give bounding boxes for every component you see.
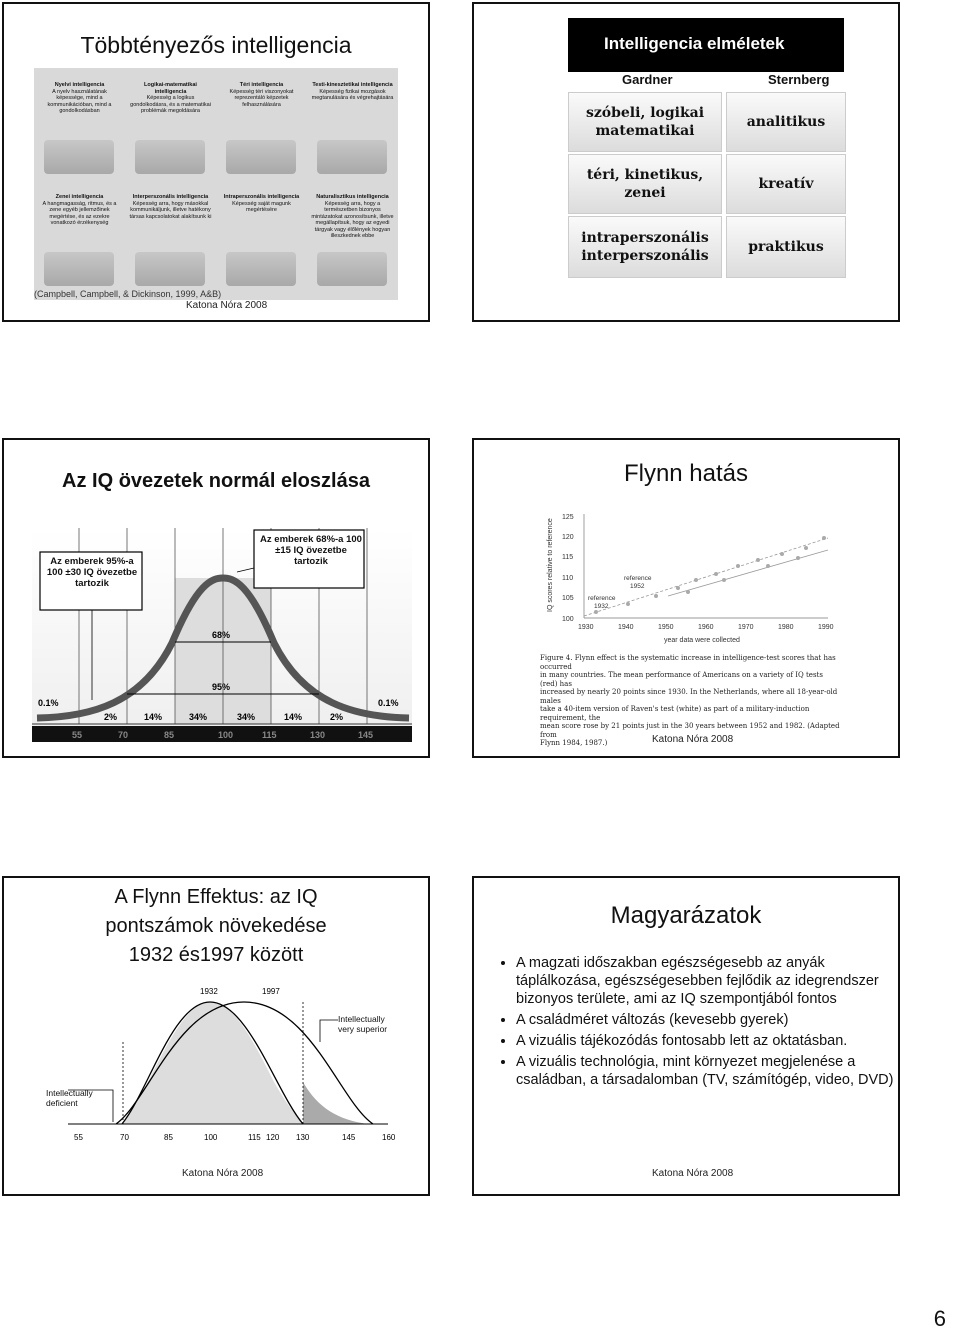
intelligence-cell (220, 194, 303, 214)
flynn-x-tick: 1970 (738, 624, 754, 631)
slide-multiple-intelligences (2, 2, 430, 322)
tail-right-label: 0.1% (378, 698, 399, 708)
flynn-x-tick: 1940 (618, 624, 634, 631)
slide1-title: Többtényezős intelligencia (80, 32, 352, 58)
intelligence-cell-body: Képesség arra, hogy a természetben bizonyos mintázatokat azonosítsunk, illetve megállapítsuk, hogy az egyedi tárgyak vagy élőlények hogyan illeszkednek ebbe (311, 200, 394, 239)
callout-95-percent: Az emberek 95%-a 100 ±30 IQ övezetbe tartozik (46, 556, 138, 589)
flynn-data-point (822, 536, 826, 540)
flynn-data-point (766, 564, 770, 568)
flynn-caption-line: mean score rose by 21 points just in the 30 years between 1952 and 1982. (Adapted from (540, 722, 840, 739)
flynn-data-point (722, 578, 726, 582)
intelligence-cell-body: A hangmagasság, ritmus, és a zene egyéb jellemzőinek megértése, és az ezekre vonatkozó érzékenység (42, 200, 117, 226)
iq-tick-label: 100 (218, 730, 234, 740)
intelligence-cell (129, 82, 212, 115)
slide-flynn-effect (472, 438, 900, 758)
explanation-item-2: • A családméret változás (kevesebb gyerek) (516, 1011, 900, 1029)
label-intellectually-deficient: Intellectually deficient (46, 1088, 93, 1108)
intelligence-illustration-icon (226, 252, 296, 286)
flynn-data-point (594, 610, 598, 614)
slide5-title-line-3: 1932 és1997 között (128, 944, 304, 966)
flynn-caption-line: Flynn 1984, 1987.) (540, 739, 608, 747)
intelligence-cell-head: Testi-kinesztetikai intelligencia (312, 82, 393, 88)
intelligence-illustration-icon (226, 140, 296, 174)
iq-tick-label: 130 (310, 730, 326, 740)
intelligence-illustration-icon (44, 140, 114, 174)
theories-header (568, 18, 844, 72)
intelligence-cell (38, 82, 121, 115)
slide6-title: Magyarázatok (610, 902, 762, 929)
intelligence-illustration-icon (317, 140, 387, 174)
intelligence-illustration-icon (135, 252, 205, 286)
flynn-data-point (736, 564, 740, 568)
intelligence-cell (311, 194, 394, 240)
intelligence-grid (34, 68, 398, 300)
s5-x-tick: 55 (74, 1133, 83, 1142)
flynn-y-tick: 120 (562, 534, 574, 541)
slide-intelligence-theories (472, 2, 900, 322)
s5-x-tick: 130 (296, 1133, 310, 1142)
intelligence-cell-head: Téri intelligencia (239, 82, 284, 88)
col-gardner: Gardner (622, 72, 673, 87)
flynn-shift-chart (28, 982, 408, 1162)
band-percent-label: 14% (284, 712, 303, 722)
label-intellectually-superior: Intellectually very superior (338, 1014, 388, 1034)
tail-left-label: 0.1% (38, 698, 59, 708)
explanation-item-4: • A vizuális technológia, mint környezet megjelenése a családban, a társadalomban (TV, számítógép, video, DVD) (516, 1053, 900, 1089)
flynn-data-point (626, 602, 630, 606)
s5-x-tick: 145 (342, 1133, 356, 1142)
s5-x-tick: 160 (382, 1133, 396, 1142)
callout-68-percent: Az emberek 68%-a 100 ±15 IQ övezetbe tartozik (260, 534, 362, 567)
intelligence-cell (311, 82, 394, 102)
label-68-percent: 68% (212, 630, 231, 640)
slide5-title-line-1: A Flynn Effektus: az IQ (114, 886, 318, 908)
ref-1952: reference (624, 575, 652, 582)
intelligence-cell-head: Naturalisztikus intelligencia (316, 194, 389, 200)
flynn-data-point (654, 594, 658, 598)
iq-tick-label: 115 (262, 730, 277, 740)
explanation-item-3: • A vizuális tájékozódás fontosabb lett az oktatásban. (516, 1032, 900, 1050)
flynn-data-point (780, 552, 784, 556)
citation: (Campbell, Campbell, & Dickinson, 1999, A&B) (34, 289, 222, 299)
iq-tick-label: 55 (72, 730, 83, 740)
ref-1952-year: 1952 (630, 583, 645, 590)
slide6-footer: Katona Nóra 2008 (652, 1168, 734, 1179)
flynn-y-tick: 105 (562, 595, 574, 602)
theories-panel (568, 18, 844, 280)
label-1932: 1932 (200, 987, 218, 996)
flynn-data-point (714, 572, 718, 576)
explanation-item-1: • A magzati időszakban egészségesebb az anyák táplálkozása, egészségesebben fejlődik az idegrendszer bizonyos területe, ami az IQ szempontjából fontos (516, 954, 900, 1008)
flynn-x-tick: 1950 (658, 624, 674, 631)
flynn-data-point (694, 578, 698, 582)
band-percent-label: 34% (237, 712, 256, 722)
flynn-data-point (756, 558, 760, 562)
flynn-x-tick: 1990 (818, 624, 834, 631)
intelligence-cell-head: Logikai-matematikai intelligencia (144, 82, 197, 95)
iq-tick-label: 85 (164, 730, 175, 740)
flynn-data-point (796, 556, 800, 560)
intelligence-cell-body: Képesség téri viszonyokat reprezentáló képzetek felhasználására (229, 88, 294, 108)
s5-x-tick: 115 (248, 1133, 261, 1142)
flynn-y-label: IQ scores relative to reference (547, 518, 554, 612)
intelligence-cell-body: A nyelv használatának képessége, mind a kommunikációban, mind a gondolkodásban (47, 88, 112, 114)
gardner-row-1: szóbeli, logikai matematikai (568, 92, 722, 152)
slide-flynn-1932-1997 (2, 876, 430, 1196)
flynn-caption-line: take a 40-item version of Raven's test (white) as part of a military-induction requirement, the (540, 705, 810, 722)
slide-iq-normal-distribution (2, 438, 430, 758)
slide5-title (4, 883, 428, 970)
flynn-caption-line: Figure 4. Flynn effect is the systematic increase in intelligence-test scores that has occurred (540, 654, 836, 671)
iq-tick-label: 145 (358, 730, 374, 740)
band-percent-label: 34% (189, 712, 208, 722)
intelligence-cell (220, 82, 303, 108)
flynn-x-tick: 1960 (698, 624, 714, 631)
slide3-title: Az IQ övezetek normál eloszlása (62, 470, 370, 492)
intelligence-cell-body: Képesség saját magunk megértésére (232, 200, 291, 213)
sternberg-row-3: praktikus (726, 216, 846, 278)
flynn-y-tick: 125 (562, 514, 574, 521)
slide4-title: Flynn hatás (623, 460, 749, 487)
intelligence-cell-body: Képesség arra, hogy másokkal kommunikáljunk, illetve hatékony társas kapcsolatokat alakítsunk ki (129, 200, 212, 220)
col-sternberg: Sternberg (768, 72, 830, 87)
sternberg-row-2: kreatív (726, 154, 846, 214)
ref-1932-year: 1932 (594, 603, 609, 610)
label-95-percent: 95% (212, 682, 231, 692)
slide5-footer: Katona Nóra 2008 (182, 1168, 264, 1179)
slide4-footer: Katona Nóra 2008 (652, 734, 734, 745)
intelligence-illustration-icon (317, 252, 387, 286)
intelligence-illustration-icon (44, 252, 114, 286)
intelligence-cell-head: Interperszonális intelligencia (132, 194, 209, 200)
s5-x-tick: 100 (204, 1133, 218, 1142)
s5-x-tick: 120 (266, 1133, 280, 1142)
gardner-row-2: téri, kinetikus, zenei (568, 154, 722, 214)
flynn-y-tick: 115 (562, 554, 574, 561)
flynn-y-tick: 110 (562, 575, 574, 582)
slide-explanations (472, 876, 900, 1196)
flynn-x-tick: 1930 (578, 624, 594, 631)
intelligence-cell-head: Intraperszonális intelligencia (223, 194, 300, 200)
flynn-data-point (804, 546, 808, 550)
flynn-x-label: year data were collected (664, 637, 740, 644)
intelligence-cell-head: Zenei intelligencia (55, 194, 104, 200)
s5-x-tick: 70 (120, 1133, 129, 1142)
flynn-caption-line: in many countries. The mean performance of Americans on a variety of IQ tests (red) has (540, 671, 823, 688)
slide5-title-line-2: pontszámok növekedése (105, 915, 327, 937)
slide1-footer: Katona Nóra 2008 (186, 300, 268, 311)
iq-tick-label: 70 (118, 730, 129, 740)
band-percent-label: 14% (144, 712, 163, 722)
intelligence-cell (38, 194, 121, 227)
band-percent-label: 2% (104, 712, 118, 722)
label-1997: 1997 (262, 987, 280, 996)
intelligence-illustration-icon (135, 140, 205, 174)
flynn-caption-line: increased by nearly 20 points since 1930. In the Netherlands, where all 18-year-old males (540, 688, 838, 705)
band-percent-label: 2% (330, 712, 344, 722)
intelligence-cell-head: Nyelvi intelligencia (54, 82, 105, 88)
flynn-y-tick: 100 (562, 616, 574, 623)
ref-1932: reference (588, 595, 616, 602)
gardner-row-3: intraperszonális interperszonális (568, 216, 722, 278)
intelligence-cell-body: Képesség fizikai mozgások megtanulására és végrehajtására (311, 88, 394, 101)
explanation-list (498, 954, 900, 1092)
sternberg-row-1: analitikus (726, 92, 846, 152)
theories-header-title: Intelligencia elméletek (604, 34, 785, 53)
s5-x-tick: 85 (164, 1133, 173, 1142)
flynn-data-point (686, 590, 690, 594)
flynn-x-tick: 1980 (778, 624, 794, 631)
page-number: 6 (933, 1306, 946, 1331)
flynn-data-point (676, 586, 680, 590)
flynn-scatter-chart (538, 508, 844, 648)
intelligence-cell-body: Képesség a logikus gondolkodásra, és a matematikai problémák megoldására (130, 95, 211, 114)
intelligence-cell (129, 194, 212, 220)
